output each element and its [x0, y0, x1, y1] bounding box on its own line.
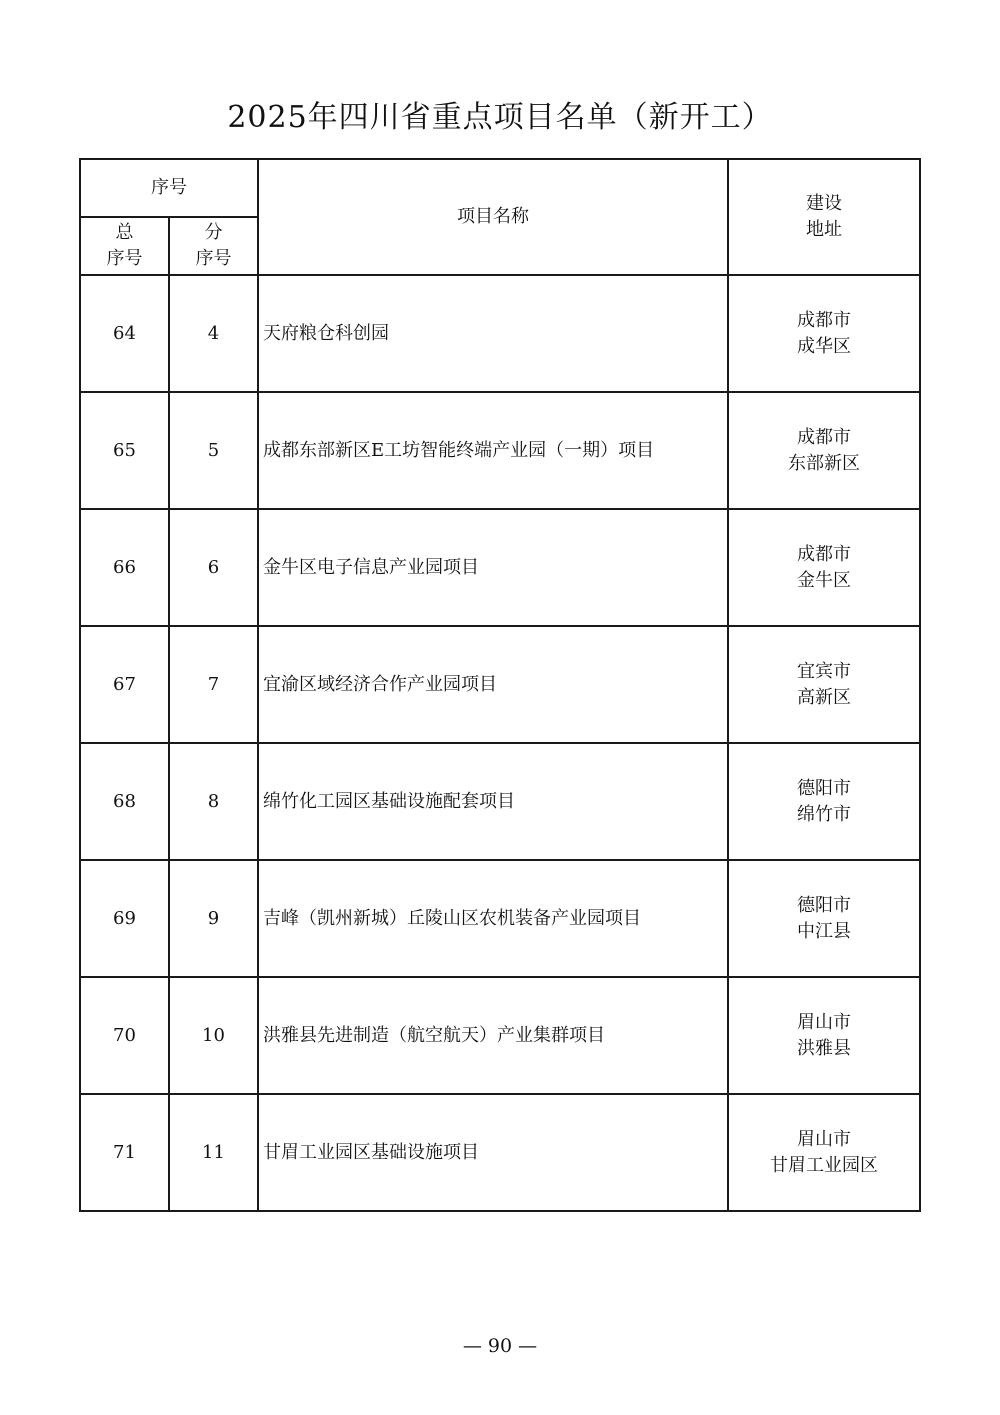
- table-row: [80, 977, 920, 1094]
- total-seq-cell: 66: [80, 509, 169, 626]
- total-seq-cell: 70: [80, 977, 169, 1094]
- header-seq-group: 序号: [80, 159, 258, 217]
- location-district: 中江县: [797, 920, 851, 942]
- location-district: 洪雅县: [797, 1037, 851, 1059]
- sub-seq-cell: 5: [169, 392, 258, 509]
- location-city: 德阳市: [797, 894, 851, 916]
- sub-seq-cell: 9: [169, 860, 258, 977]
- location-city: 眉山市: [797, 1011, 851, 1033]
- document-title: 2025年四川省重点项目名单（新开工）: [227, 100, 773, 135]
- location-district: 成华区: [797, 335, 851, 357]
- location-city: 成都市: [797, 309, 851, 331]
- total-seq-cell: 67: [80, 626, 169, 743]
- table-header-row: [80, 159, 920, 217]
- project-name-cell: 宜渝区域经济合作产业园项目: [258, 626, 728, 743]
- header-total-seq-line-2: 序号: [106, 248, 143, 269]
- location-city: 眉山市: [797, 1128, 851, 1150]
- location-cell: [728, 626, 920, 743]
- header-location: [728, 159, 920, 275]
- header-location-line-2: 地址: [806, 219, 842, 240]
- header-sub-seq-line-1: 分: [204, 222, 223, 243]
- table-row: [80, 275, 920, 392]
- sub-seq-cell: 10: [169, 977, 258, 1094]
- location-city: 成都市: [797, 426, 851, 448]
- location-district: 金牛区: [797, 569, 851, 591]
- header-total-seq: [80, 217, 169, 275]
- header-sub-seq-line-2: 序号: [195, 248, 232, 269]
- location-district: 高新区: [797, 686, 851, 708]
- project-name-cell: 成都东部新区E工坊智能终端产业园（一期）项目: [258, 392, 728, 509]
- header-project-name: 项目名称: [258, 159, 728, 275]
- project-table: [79, 158, 921, 1212]
- location-city: 宜宾市: [797, 660, 851, 682]
- table-row: [80, 860, 920, 977]
- sub-seq-cell: 4: [169, 275, 258, 392]
- location-district: 绵竹市: [797, 803, 851, 825]
- location-cell: [728, 860, 920, 977]
- header-location-line-1: 建设: [806, 193, 842, 214]
- table-row: [80, 626, 920, 743]
- project-name-cell: 吉峰（凯州新城）丘陵山区农机装备产业园项目: [258, 860, 728, 977]
- sub-seq-cell: 7: [169, 626, 258, 743]
- total-seq-cell: 65: [80, 392, 169, 509]
- page-number: — 90 —: [462, 1335, 538, 1357]
- sub-seq-cell: 6: [169, 509, 258, 626]
- total-seq-cell: 64: [80, 275, 169, 392]
- table-row: [80, 1094, 920, 1211]
- table-row: [80, 743, 920, 860]
- project-name-cell: 金牛区电子信息产业园项目: [258, 509, 728, 626]
- header-sub-seq: [169, 217, 258, 275]
- location-city: 成都市: [797, 543, 851, 565]
- project-name-cell: 洪雅县先进制造（航空航天）产业集群项目: [258, 977, 728, 1094]
- table-row: [80, 392, 920, 509]
- sub-seq-cell: 11: [169, 1094, 258, 1211]
- location-cell: [728, 743, 920, 860]
- total-seq-cell: 68: [80, 743, 169, 860]
- location-cell: [728, 977, 920, 1094]
- table-row: [80, 509, 920, 626]
- location-district: 东部新区: [788, 452, 860, 474]
- project-name-cell: 甘眉工业园区基础设施项目: [258, 1094, 728, 1211]
- location-cell: [728, 392, 920, 509]
- location-district: 甘眉工业园区: [770, 1154, 878, 1176]
- location-cell: [728, 509, 920, 626]
- project-name-cell: 天府粮仓科创园: [258, 275, 728, 392]
- location-cell: [728, 275, 920, 392]
- project-name-cell: 绵竹化工园区基础设施配套项目: [258, 743, 728, 860]
- header-total-seq-line-1: 总: [115, 222, 134, 243]
- location-cell: [728, 1094, 920, 1211]
- location-city: 德阳市: [797, 777, 851, 799]
- total-seq-cell: 71: [80, 1094, 169, 1211]
- total-seq-cell: 69: [80, 860, 169, 977]
- sub-seq-cell: 8: [169, 743, 258, 860]
